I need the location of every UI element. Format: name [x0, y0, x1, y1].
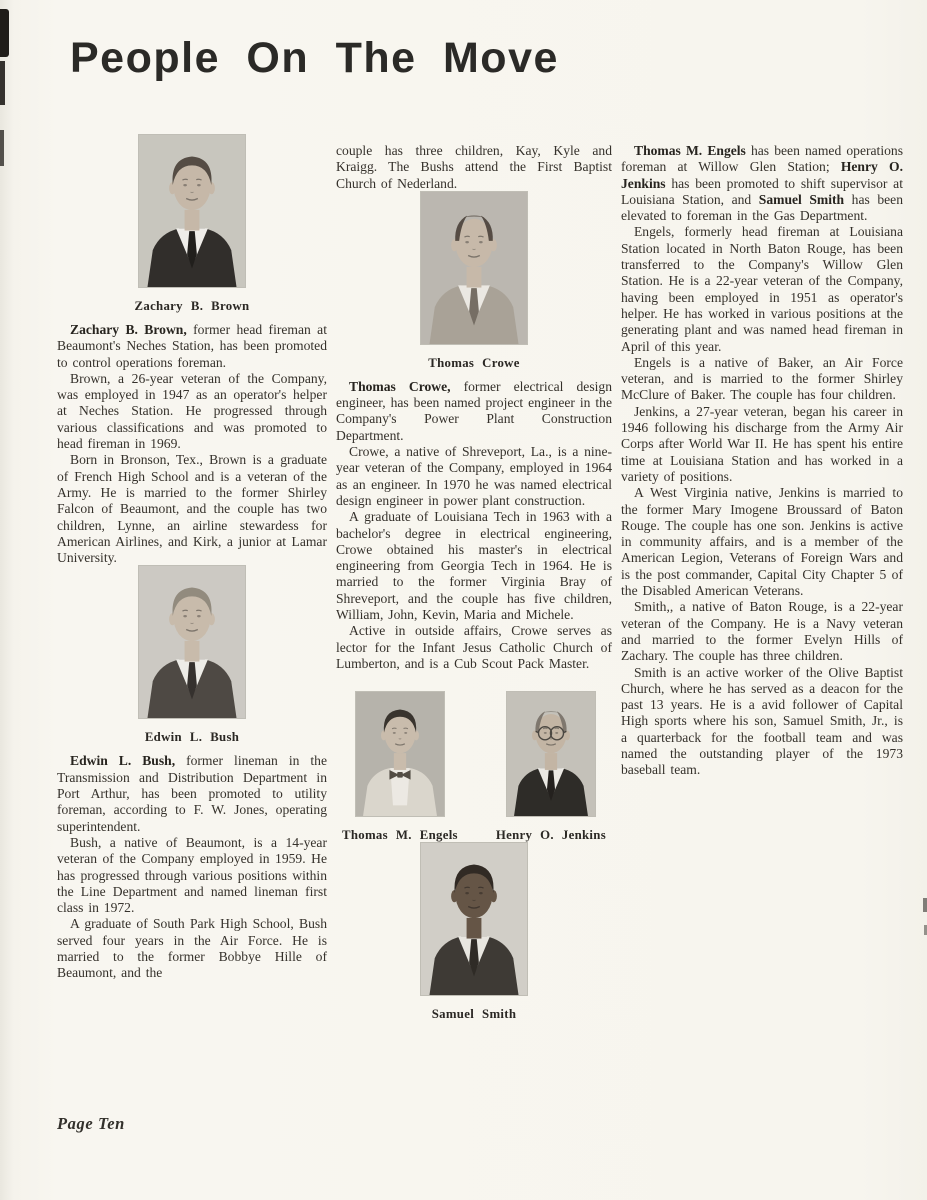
portrait-photo-graphic [139, 135, 245, 287]
thomas-crowe-story [336, 379, 612, 672]
bold-name: Samuel Smith [758, 191, 845, 207]
column-3 [621, 135, 903, 779]
paragraph [336, 379, 612, 444]
figure-edwin-l-bush [57, 566, 327, 745]
photo-caption: Thomas Crowe [428, 355, 520, 370]
figure-thomas-crowe [336, 192, 612, 371]
text-run: Smith is an active worker of the Olive Baptist Church, where he has served as a deacon for the past 13 years. He is a avid follower of Capital High sports where his son, Samuel Smith, Jr., is a quarterback for the football team and was named the outstanding player of the 1973 baseball team. [621, 664, 903, 778]
text-run: Bush, a native of Beaumont, is a 14-year veteran of the Company employed in 1959. He has progressed through various positions within the Line Department and named lineman first class in 1972. [57, 834, 327, 916]
figure-samuel-smith [336, 843, 612, 1022]
bush-story-continuation [336, 143, 612, 192]
paragraph [336, 143, 612, 192]
paragraph [57, 371, 327, 452]
text-run: has been promoted to shift supervisor at Louisiana Station, and [621, 175, 903, 207]
portrait-photo-graphic [421, 192, 527, 344]
paragraph [57, 452, 327, 566]
page-title: People On The Move [70, 34, 559, 82]
article-columns [57, 135, 903, 1022]
text-run: A West Virginia native, Jenkins is married to the former Mary Imogene Broussard of Baton Rouge. The couple has one son. Jenkins is active in community affairs, and is a member of the American Legion, Veterans of Foreign Wars and is the post commander, Capital City Chapter 5 of the Disabled American Veterans. [621, 485, 903, 599]
henry-o-jenkins-photo [507, 692, 595, 816]
paragraph [57, 753, 327, 834]
portrait-photo-graphic [356, 692, 444, 816]
paragraph [621, 485, 903, 599]
samuel-smith-photo [421, 843, 527, 995]
paragraph [621, 665, 903, 779]
paragraph [621, 599, 903, 664]
paragraph [336, 444, 612, 509]
text-run: former electrical design engineer, has been named project engineer in the Company's Power Plant Construction Department. [336, 378, 612, 443]
engels-jenkins-smith-story [621, 143, 903, 779]
paragraph [336, 509, 612, 623]
text-run: Engels, formerly head fireman at Louisiana Station located in North Baton Rouge, has been transferred to the Company's Willow Glen Station. He is a 22-year veteran of the Company, having been employed in 1951 as operator's helper. He has worked in various positions at the generating plant and was named head fireman in April of this year. [621, 224, 903, 354]
page-number: Page Ten [57, 1114, 125, 1133]
paragraph [621, 224, 903, 354]
zachary-b-brown-photo [139, 135, 245, 287]
paragraph [621, 355, 903, 404]
thomas-crowe-photo [421, 192, 527, 344]
portrait-photo-graphic [139, 566, 245, 718]
text-run: Smith,, a native of Baton Rouge, is a 22-year veteran of the Company. He is a Navy veteran and married to the former Evelyn Hills of Zachary. The couple has three children. [621, 599, 903, 664]
paragraph [57, 835, 327, 916]
text-run: couple has three children, Kay, Kyle and Kraigg. The Bushs attend the First Baptist Church of Nederland. [336, 143, 612, 191]
text-run: Crowe, a native of Shreveport, La., is a nine-year veteran of the Company, employed in 1964 as an engineer. In 1970 he was named electrical design engineer in power plant construction. [336, 444, 612, 508]
scan-artifact [0, 9, 9, 57]
text-run: Jenkins, a 27-year veteran, began his career in 1946 following his discharge from the Army Air Corps after World War II. He has spent his entire time at Louisiana Station and has worked in a variety of positions. [621, 403, 903, 484]
edwin-bush-story [57, 753, 327, 981]
text-run: Brown, a 26-year veteran of the Company, was employed in 1947 as an operator's helper at Neches Station. He progressed through various classifications and was promoted to head fireman in 1969. [57, 370, 327, 452]
text-run: Active in outside affairs, Crowe serves as lector for the Infant Jesus Catholic Church of Lumberton, and is a Cub Scout Pack Master. [336, 623, 612, 671]
photo-caption: Zachary B. Brown [134, 299, 250, 313]
photo-caption: Henry O. Jenkins [495, 828, 606, 843]
column-1 [57, 135, 327, 982]
figure-thomas-m-engels [342, 692, 458, 843]
photo-caption: Edwin L. Bush [144, 730, 240, 745]
text-run: Engels is a native of Baker, an Air Force veteran, and is married to the former Shirley McClure of Baker. The couple has four children. [621, 354, 903, 403]
photo-caption: Thomas M. Engels [342, 828, 458, 843]
scan-artifact [0, 130, 4, 166]
text-run: former lineman in the Transmission and Distribution Department in Port Arthur, has been promoted to utility foreman, according to F. W. Jones, operating superintendent. [57, 753, 327, 834]
paragraph [621, 143, 903, 224]
paragraph [57, 916, 327, 981]
bold-name: Thomas Crowe, [349, 378, 451, 394]
text-run: A graduate of South Park High School, Bush served four years in the Air Force. He is married to the former Bobbye Hille of Beaumont, and the [57, 916, 327, 981]
zachary-brown-story [57, 322, 327, 566]
bold-name: Henry O. Jenkins [621, 159, 904, 191]
paragraph [336, 623, 612, 672]
figure-henry-o-jenkins [496, 692, 606, 843]
photo-row [336, 692, 612, 843]
thomas-m-engels-photo [356, 692, 444, 816]
text-run: former head fireman at Beaumont's Neches Station, has been promoted to control operations foreman. [57, 322, 327, 370]
photo-caption: Samuel Smith [431, 1007, 517, 1022]
edwin-l-bush-photo [139, 566, 245, 718]
portrait-photo-graphic [421, 843, 527, 995]
scan-artifact [0, 61, 5, 105]
bold-name: Zachary B. Brown, [70, 322, 187, 337]
paragraph [57, 322, 327, 371]
bold-name: Thomas M. Engels [634, 143, 746, 158]
paragraph [621, 404, 903, 485]
bold-name: Edwin L. Bush, [70, 753, 176, 769]
text-run: Born in Bronson, Tex., Brown is a graduate of French High School and is a veteran of the Army. He is married to the former Shirley Falcon of Beaumont, and the couple has two children, Lynne, an airline stewardess for American Airlines, and Kirk, a junior at Lamar University. [57, 452, 327, 566]
portrait-photo-graphic [507, 692, 595, 816]
column-2 [336, 135, 612, 1022]
text-run: has been elevated to foreman in the Gas Department. [621, 191, 903, 224]
figure-zachary-b-brown [57, 135, 327, 314]
text-run: has been named operations foreman at Willow Glen Station; [621, 143, 903, 175]
text-run: A graduate of Louisiana Tech in 1963 with a bachelor's degree in electrical engineering, Crowe obtained his master's in electrical engineering from Georgia Tech in 1964. He is married to the former Virginia Bray of Shreveport, and the couple has five children, William, John, Kevin, Maria and Michele. [336, 509, 612, 623]
scan-artifact [923, 898, 927, 912]
